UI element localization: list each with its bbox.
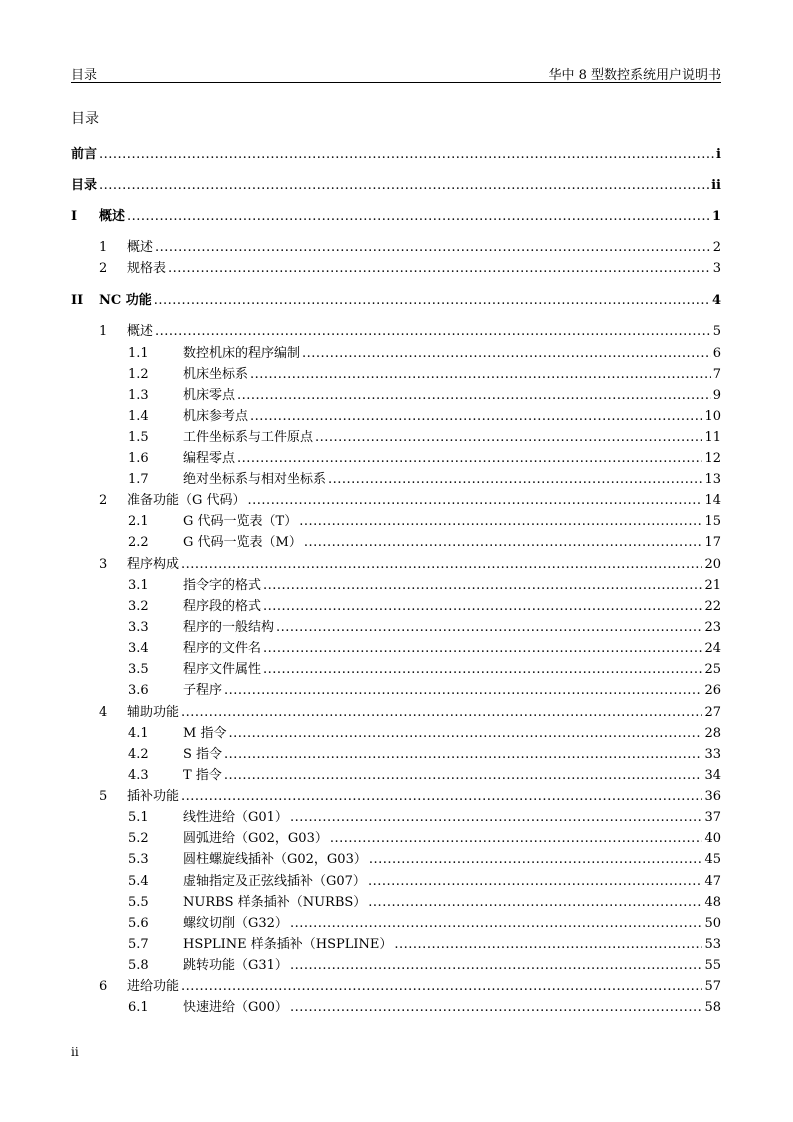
toc-entry[interactable] <box>71 785 721 803</box>
toc-leader-dots <box>228 726 702 741</box>
toc-leader-dots <box>127 209 710 224</box>
toc-entry[interactable] <box>71 363 721 381</box>
toc-entry-label: 圆弧进给（G02，G03） <box>183 831 328 846</box>
toc-leader-dots <box>299 514 702 529</box>
toc-entry-label: 程序段的格式 <box>183 599 262 614</box>
toc-leader-dots <box>263 599 702 614</box>
toc-entry[interactable] <box>71 405 721 423</box>
toc-entry-label: 辅助功能 <box>127 705 180 720</box>
toc-entry-page: 36 <box>704 789 721 804</box>
toc-entry-label: 机床参考点 <box>183 409 249 424</box>
toc-entry-number: 6 <box>99 979 108 994</box>
toc-entry-page: 4 <box>711 293 721 308</box>
toc-entry-label: M 指令 <box>183 726 227 741</box>
toc-entry-label: 规格表 <box>127 261 167 276</box>
toc-entry-label: 快速进给（G00） <box>183 1000 288 1015</box>
toc-entry-label: 线性进给（G01） <box>183 810 288 825</box>
toc-entry-label: 程序的一般结构 <box>183 620 275 635</box>
toc-entry-page: 55 <box>704 958 721 973</box>
toc-leader-dots <box>181 979 702 994</box>
toc-entry-label: 绝对坐标系与相对坐标系 <box>183 472 327 487</box>
toc-entry-label: 机床坐标系 <box>183 367 249 382</box>
toc-entry-number: 3 <box>99 557 108 572</box>
toc-entry[interactable] <box>71 531 721 549</box>
toc-entry-label: 程序的文件名 <box>183 641 262 656</box>
toc-entry[interactable] <box>71 174 721 192</box>
toc-leader-dots <box>368 874 703 889</box>
toc-entry[interactable] <box>71 553 721 571</box>
toc-entry[interactable] <box>71 870 721 888</box>
toc-entry-number: 3.6 <box>128 683 149 698</box>
toc-entry-number: 6.1 <box>128 1000 149 1015</box>
toc-entry-label: 子程序 <box>183 683 223 698</box>
toc-entry[interactable] <box>71 257 721 275</box>
toc-entry[interactable] <box>71 426 721 444</box>
toc-entry[interactable] <box>71 975 721 993</box>
toc-leader-dots <box>248 493 703 508</box>
toc-entry-page: 12 <box>704 451 721 466</box>
toc-leader-dots <box>330 831 703 846</box>
toc-entry[interactable] <box>71 236 721 254</box>
toc-leader-dots <box>181 557 702 572</box>
toc-leader-dots <box>290 1000 703 1015</box>
toc-entry-page: ii <box>711 178 721 193</box>
toc-entry-label: 数控机床的程序编制 <box>183 346 301 361</box>
toc-entry-label: 进给功能 <box>127 979 180 994</box>
toc-entry-number: 5.8 <box>128 958 149 973</box>
toc-entry-number: 5.2 <box>128 831 149 846</box>
toc-leader-dots <box>369 852 703 867</box>
toc-entry-number: 5.7 <box>128 937 149 952</box>
toc-entry-page: 5 <box>712 324 721 339</box>
toc-entry-number: 1.4 <box>128 409 149 424</box>
toc-entry-number: 1 <box>99 240 108 255</box>
toc-entry[interactable] <box>71 447 721 465</box>
toc-entry-number: 2 <box>99 261 108 276</box>
toc-entry[interactable] <box>71 827 721 845</box>
toc-entry-number: 4.1 <box>128 726 149 741</box>
toc-entry-page: 24 <box>704 641 721 656</box>
toc-entry-page: 7 <box>712 367 721 382</box>
toc-entry[interactable] <box>71 384 721 402</box>
toc-entry-number: 3.4 <box>128 641 149 656</box>
toc-leader-dots <box>263 662 702 677</box>
toc-entry-label: 机床零点 <box>183 388 236 403</box>
toc-entry-label: 目录 <box>71 178 98 193</box>
toc-leader-dots <box>237 388 711 403</box>
toc-entry-page: 53 <box>704 937 721 952</box>
toc-entry-number: 1.6 <box>128 451 149 466</box>
toc-entry-number: 5 <box>99 789 108 804</box>
toc-entry[interactable] <box>71 701 721 719</box>
toc-entry[interactable] <box>71 848 721 866</box>
toc-entry-number: 5.1 <box>128 810 149 825</box>
toc-entry[interactable] <box>71 143 721 161</box>
toc-leader-dots <box>250 409 702 424</box>
toc-entry-number: 4 <box>99 705 108 720</box>
toc-leader-dots <box>181 789 702 804</box>
toc-entry-label: G 代码一览表（M） <box>183 535 302 550</box>
toc-entry-number: 3.2 <box>128 599 149 614</box>
toc-entry-page: 23 <box>704 620 721 635</box>
toc-entry-number: II <box>71 293 84 308</box>
toc-entry-label: T 指令 <box>183 768 222 783</box>
toc-entry-number: 1.2 <box>128 367 149 382</box>
toc-entry[interactable] <box>71 806 721 824</box>
toc-leader-dots <box>154 293 710 308</box>
toc-entry-label: 插补功能 <box>127 789 180 804</box>
toc-leader-dots <box>250 367 711 382</box>
toc-leader-dots <box>290 958 703 973</box>
toc-entry-label: 编程零点 <box>183 451 236 466</box>
toc-entry-page: 40 <box>704 831 721 846</box>
toc-entry[interactable] <box>71 743 721 761</box>
toc-entry-label: 工件坐标系与工件原点 <box>183 430 314 445</box>
toc-entry-page: 22 <box>704 599 721 614</box>
toc-entry-number: 1.5 <box>128 430 149 445</box>
toc-entry[interactable] <box>71 468 721 486</box>
toc-entry[interactable] <box>71 489 721 507</box>
toc-entry-page: 50 <box>704 916 721 931</box>
toc-entry-page: 45 <box>704 852 721 867</box>
toc-entry[interactable] <box>71 658 721 676</box>
toc-entry-label: 前言 <box>71 147 98 162</box>
toc-entry-label: 概述 <box>99 209 126 224</box>
toc-entry[interactable] <box>71 722 721 740</box>
toc-entry-number: 1.1 <box>128 346 149 361</box>
toc-entry-number: 4.3 <box>128 768 149 783</box>
toc-leader-dots <box>328 472 702 487</box>
toc-entry-page: 26 <box>704 683 721 698</box>
toc-leader-dots <box>315 430 702 445</box>
toc-entry-label: 跳转功能（G31） <box>183 958 288 973</box>
toc-entry-number: 4.2 <box>128 747 149 762</box>
toc-entry-page: 11 <box>704 430 721 445</box>
toc-entry-page: 1 <box>711 209 721 224</box>
header-rule <box>71 82 721 83</box>
toc-entry[interactable] <box>71 574 721 592</box>
toc-entry-page: 17 <box>704 535 721 550</box>
toc-entry-page: 33 <box>704 747 721 762</box>
toc-entry-number: 1 <box>99 324 108 339</box>
header-document-title: 华中 8 型数控系统用户说明书 <box>548 68 721 83</box>
toc-leader-dots <box>276 620 702 635</box>
toc-entry-page: 25 <box>704 662 721 677</box>
toc-leader-dots <box>290 916 703 931</box>
toc-leader-dots <box>304 535 703 550</box>
toc-entry-label: 程序文件属性 <box>183 662 262 677</box>
toc-entry-page: 28 <box>704 726 721 741</box>
toc-entry-number: 2.1 <box>128 514 149 529</box>
toc-entry[interactable] <box>71 764 721 782</box>
toc-entry-page: 2 <box>712 240 721 255</box>
toc-entry-number: 2.2 <box>128 535 149 550</box>
toc-leader-dots <box>263 641 702 656</box>
toc-entry-label: 虚轴指定及正弦线插补（G07） <box>183 874 366 889</box>
toc-entry[interactable] <box>71 616 721 634</box>
toc-entry-number: 2 <box>99 493 108 508</box>
toc-entry[interactable] <box>71 510 721 528</box>
toc-entry-number: 3.5 <box>128 662 149 677</box>
toc-leader-dots <box>181 705 702 720</box>
toc-entry[interactable] <box>71 205 721 223</box>
toc-entry-page: 9 <box>712 388 721 403</box>
toc-leader-dots <box>224 683 702 698</box>
toc-leader-dots <box>155 324 711 339</box>
toc-entry-label: 指令字的格式 <box>183 578 262 593</box>
toc-entry-page: 57 <box>704 979 721 994</box>
header-section-title: 目录 <box>71 68 98 83</box>
toc-entry-label: 圆柱螺旋线插补（G02，G03） <box>183 852 367 867</box>
toc-entry-number: 5.6 <box>128 916 149 931</box>
toc-leader-dots <box>237 451 702 466</box>
toc-entry[interactable] <box>71 933 721 951</box>
toc-entry-page: 37 <box>704 810 721 825</box>
toc-entry[interactable] <box>71 954 721 972</box>
toc-entry-label: NC 功能 <box>99 293 152 308</box>
toc-entry-page: 27 <box>704 705 721 720</box>
toc-entry-label: 概述 <box>127 240 154 255</box>
toc-leader-dots <box>263 578 702 593</box>
toc-entry-page: 14 <box>704 493 721 508</box>
toc-leader-dots <box>168 261 711 276</box>
toc-leader-dots <box>99 178 709 193</box>
toc-entry[interactable] <box>71 342 721 360</box>
toc-entry-number: 5.3 <box>128 852 149 867</box>
toc-entry-page: 10 <box>704 409 721 424</box>
toc-leader-dots <box>302 346 711 361</box>
toc-entry-page: 15 <box>704 514 721 529</box>
toc-leader-dots <box>155 240 711 255</box>
toc-entry-label: 程序构成 <box>127 557 180 572</box>
toc-entry-page: 6 <box>712 346 721 361</box>
toc-leader-dots <box>394 937 702 952</box>
toc-entry-number: 1.7 <box>128 472 149 487</box>
toc-entry-page: 34 <box>704 768 721 783</box>
toc-leader-dots <box>99 147 714 162</box>
toc-entry-label: NURBS 样条插补（NURBS） <box>183 895 367 910</box>
toc-entry[interactable] <box>71 891 721 909</box>
toc-entry-page: i <box>716 147 721 162</box>
toc-entry-number: 3.1 <box>128 578 149 593</box>
toc-entry[interactable] <box>71 595 721 613</box>
toc-entry-page: 3 <box>712 261 721 276</box>
toc-entry-label: HSPLINE 样条插补（HSPLINE） <box>183 937 393 952</box>
toc-entry-label: G 代码一览表（T） <box>183 514 298 529</box>
toc-leader-dots <box>224 768 703 783</box>
toc-entry[interactable] <box>71 637 721 655</box>
toc-entry-page: 20 <box>704 557 721 572</box>
page-number: ii <box>71 1045 79 1059</box>
toc-entry[interactable] <box>71 289 721 307</box>
toc-entry-label: 概述 <box>127 324 154 339</box>
toc-entry-label: 螺纹切削（G32） <box>183 916 288 931</box>
toc-entry-label: 准备功能（G 代码） <box>127 493 246 508</box>
toc-leader-dots <box>368 895 702 910</box>
toc-entry-page: 48 <box>704 895 721 910</box>
toc-entry-page: 13 <box>704 472 721 487</box>
toc-entry-page: 21 <box>704 578 721 593</box>
toc-entry-number: 1.3 <box>128 388 149 403</box>
toc-entry[interactable] <box>71 320 721 338</box>
toc-leader-dots <box>224 747 702 762</box>
toc-entry-number: 5.4 <box>128 874 149 889</box>
page-title: 目录 <box>71 111 99 127</box>
toc-entry-page: 47 <box>704 874 721 889</box>
toc-entry[interactable] <box>71 996 721 1014</box>
toc-entry[interactable] <box>71 912 721 930</box>
toc-entry-number: 5.5 <box>128 895 149 910</box>
toc-entry-number: 3.3 <box>128 620 149 635</box>
toc-leader-dots <box>290 810 703 825</box>
toc-entry-label: S 指令 <box>183 747 223 762</box>
toc-entry-number: I <box>71 209 78 224</box>
toc-entry[interactable] <box>71 679 721 697</box>
toc-entry-page: 58 <box>704 1000 721 1015</box>
